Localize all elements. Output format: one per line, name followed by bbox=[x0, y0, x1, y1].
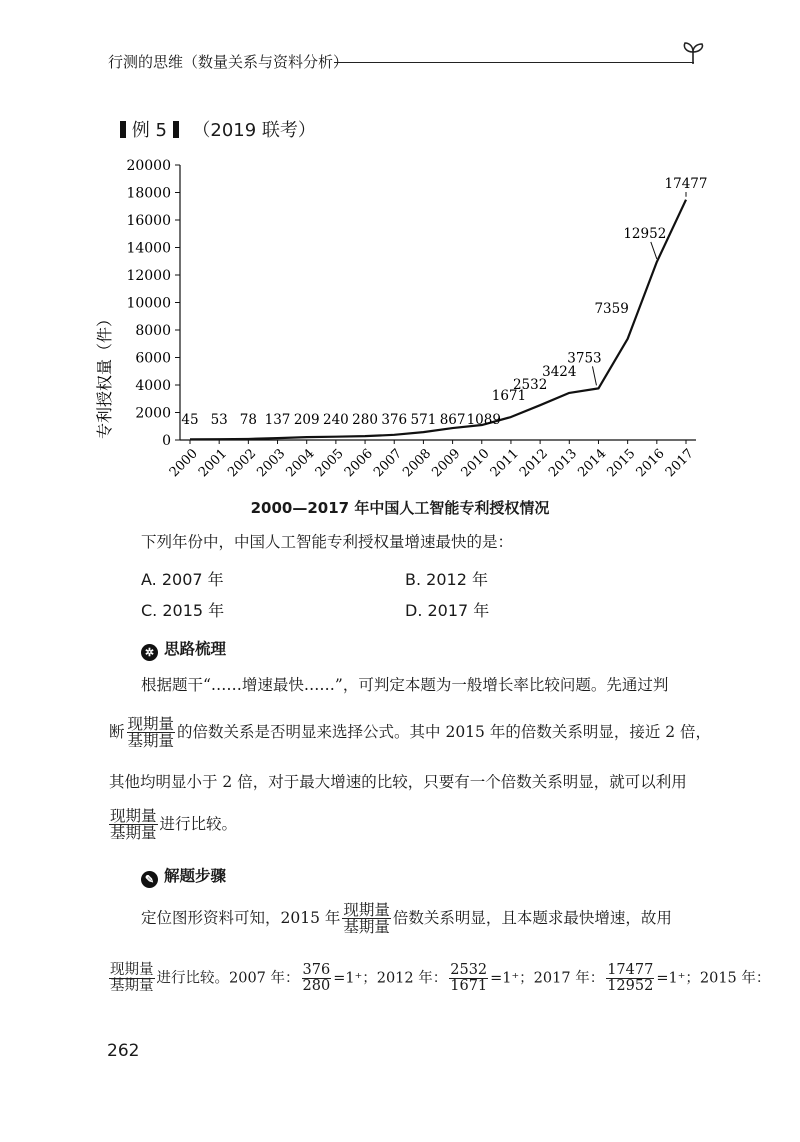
x-tick-label: 2001 bbox=[195, 446, 231, 481]
sprout-icon bbox=[680, 38, 708, 68]
analysis-line-4-post: 进行比较。 bbox=[159, 814, 238, 833]
data-label: 53 bbox=[210, 412, 228, 428]
example-source: （2019 联考） bbox=[192, 120, 316, 141]
fraction-numerator: 2532 bbox=[450, 962, 488, 978]
option-b[interactable]: B. 2012 年 bbox=[405, 570, 488, 589]
analysis-heading-text: 思路梳理 bbox=[164, 639, 227, 658]
fraction-current-over-base bbox=[109, 808, 158, 842]
x-tick-label: 2013 bbox=[546, 446, 581, 481]
x-tick-label: 2014 bbox=[575, 446, 610, 481]
running-header-title: 行测的思维（数量关系与资料分析） bbox=[108, 53, 349, 71]
x-tick-label: 2016 bbox=[633, 446, 668, 481]
x-tick-label: 2010 bbox=[458, 446, 493, 481]
data-label: 571 bbox=[410, 412, 437, 428]
analysis-line-4 bbox=[107, 808, 237, 842]
y-tick-label: 6000 bbox=[135, 350, 171, 367]
y-tick-label: 8000 bbox=[135, 323, 171, 339]
y-tick-label: 16000 bbox=[126, 213, 171, 229]
x-tick-label: 2012 bbox=[516, 446, 551, 481]
data-label: 240 bbox=[322, 412, 349, 428]
result-2017: =1⁺；2015 年： bbox=[656, 970, 771, 987]
solution-heading bbox=[141, 864, 226, 888]
x-tick-label: 2015 bbox=[604, 446, 639, 481]
data-label-leader bbox=[592, 366, 596, 385]
option-a[interactable]: A. 2007 年 bbox=[141, 570, 224, 589]
fraction-denominator: 280 bbox=[302, 978, 331, 995]
data-label: 45 bbox=[181, 412, 199, 428]
data-label: 1671 bbox=[491, 388, 527, 405]
y-tick-label: 14000 bbox=[126, 240, 171, 257]
y-tick-label: 0 bbox=[162, 433, 171, 449]
x-tick-label: 2003 bbox=[254, 446, 289, 481]
x-tick-label: 2006 bbox=[341, 446, 376, 481]
x-tick-label: 2000 bbox=[166, 446, 201, 481]
option-d[interactable]: D. 2017 年 bbox=[405, 601, 490, 620]
data-labels bbox=[181, 176, 707, 428]
y-tick-label: 18000 bbox=[126, 185, 171, 202]
x-tick-label: 2005 bbox=[312, 446, 347, 481]
data-label: 3753 bbox=[567, 350, 602, 367]
fraction-numerator: 现期量 bbox=[127, 715, 175, 733]
fraction-denominator: 基期量 bbox=[110, 824, 157, 843]
solution-line-1-pre: 定位图形资料可知，2015 年 bbox=[141, 908, 341, 927]
data-label: 7359 bbox=[594, 300, 629, 317]
data-label: 17477 bbox=[664, 176, 708, 192]
y-tick-label: 20000 bbox=[126, 158, 171, 174]
header-rule bbox=[334, 62, 694, 63]
data-label: 3424 bbox=[542, 363, 577, 380]
x-tick-label: 2004 bbox=[283, 446, 318, 481]
data-label: 376 bbox=[381, 412, 408, 428]
series-line bbox=[190, 200, 686, 440]
fraction-numerator: 现期量 bbox=[343, 901, 390, 919]
analysis-line-1: 根据题干“……增速最快……”，可判定本题为一般增长率比较问题。先通过判 bbox=[141, 676, 669, 694]
data-label: 2532 bbox=[512, 377, 548, 394]
solution-line-2 bbox=[107, 963, 770, 994]
solution-heading-text: 解题步骤 bbox=[164, 866, 227, 885]
fraction-denominator: 基期量 bbox=[127, 732, 175, 751]
y-axis bbox=[126, 158, 180, 449]
y-tick-label: 10000 bbox=[126, 295, 171, 312]
solution-line-2-text: 进行比较。2007 年： bbox=[156, 970, 300, 987]
data-label: 12952 bbox=[623, 225, 667, 242]
option-c[interactable]: C. 2015 年 bbox=[141, 601, 225, 620]
x-axis bbox=[167, 440, 697, 480]
x-tick-label: 2008 bbox=[400, 446, 435, 481]
y-tick-label: 4000 bbox=[135, 378, 171, 394]
x-tick-label: 2007 bbox=[371, 446, 406, 481]
gear-icon: ✲ bbox=[141, 644, 158, 661]
solution-line-1 bbox=[141, 902, 672, 936]
fraction-denominator: 基期量 bbox=[110, 978, 154, 995]
data-label-leader bbox=[651, 242, 657, 259]
data-label: 1089 bbox=[466, 412, 501, 428]
analysis-line-3: 其他均明显小于 2 倍，对于最大增速的比较，只要有一个倍数关系明显，就可以利用 bbox=[109, 773, 687, 791]
fraction-2017 bbox=[606, 963, 654, 994]
example-number: 例 5 bbox=[131, 120, 167, 141]
question-stem: 下列年份中，中国人工智能专利授权量增速最快的是： bbox=[141, 533, 514, 551]
data-label: 78 bbox=[239, 412, 257, 428]
data-label: 137 bbox=[264, 412, 291, 428]
chart-title: 2000—2017 年中国人工智能专利授权情况 bbox=[250, 499, 550, 517]
solution-line-1-post: 倍数关系明显，且本题求最快增速，故用 bbox=[392, 908, 672, 927]
analysis-line-2-post: 的倍数关系是否明显来选择公式。其中 2015 年的倍数关系明显，接近 2 倍， bbox=[177, 722, 712, 741]
x-tick-label: 2017 bbox=[662, 446, 697, 481]
page-number: 262 bbox=[107, 1041, 140, 1061]
analysis-heading bbox=[141, 637, 226, 661]
pencil-icon: ✎ bbox=[141, 871, 158, 888]
fraction-denominator: 基期量 bbox=[343, 918, 390, 937]
fraction-denominator: 1671 bbox=[450, 978, 488, 995]
fraction-numerator: 现期量 bbox=[110, 962, 154, 978]
analysis-line-2-pre: 断 bbox=[109, 722, 125, 741]
data-label: 867 bbox=[439, 412, 466, 428]
x-tick-label: 2011 bbox=[487, 446, 522, 481]
x-tick-label: 2009 bbox=[429, 446, 464, 481]
analysis-line-2 bbox=[109, 716, 711, 750]
fraction-current-over-base bbox=[109, 963, 155, 994]
fraction-denominator: 12952 bbox=[607, 978, 654, 995]
line-chart bbox=[90, 150, 710, 495]
x-tick-label: 2002 bbox=[225, 446, 260, 481]
data-label: 280 bbox=[352, 412, 378, 428]
fraction-current-over-base bbox=[127, 716, 176, 750]
fraction-numerator: 17477 bbox=[607, 962, 654, 978]
data-label: 209 bbox=[293, 412, 320, 428]
fraction-numerator: 现期量 bbox=[110, 807, 157, 825]
fraction-current-over-base bbox=[342, 902, 391, 936]
fraction-2007 bbox=[302, 963, 332, 994]
result-2007: =1⁺；2012 年： bbox=[333, 970, 448, 987]
y-tick-label: 12000 bbox=[126, 268, 171, 284]
result-2012: =1⁺；2017 年： bbox=[490, 970, 605, 987]
y-axis-label: 专利授权量（件） bbox=[95, 310, 114, 440]
example-label bbox=[120, 116, 316, 142]
y-tick-label: 2000 bbox=[135, 405, 171, 422]
fraction-2012 bbox=[449, 963, 488, 994]
fraction-numerator: 376 bbox=[302, 962, 331, 978]
series-polyline bbox=[190, 200, 686, 440]
